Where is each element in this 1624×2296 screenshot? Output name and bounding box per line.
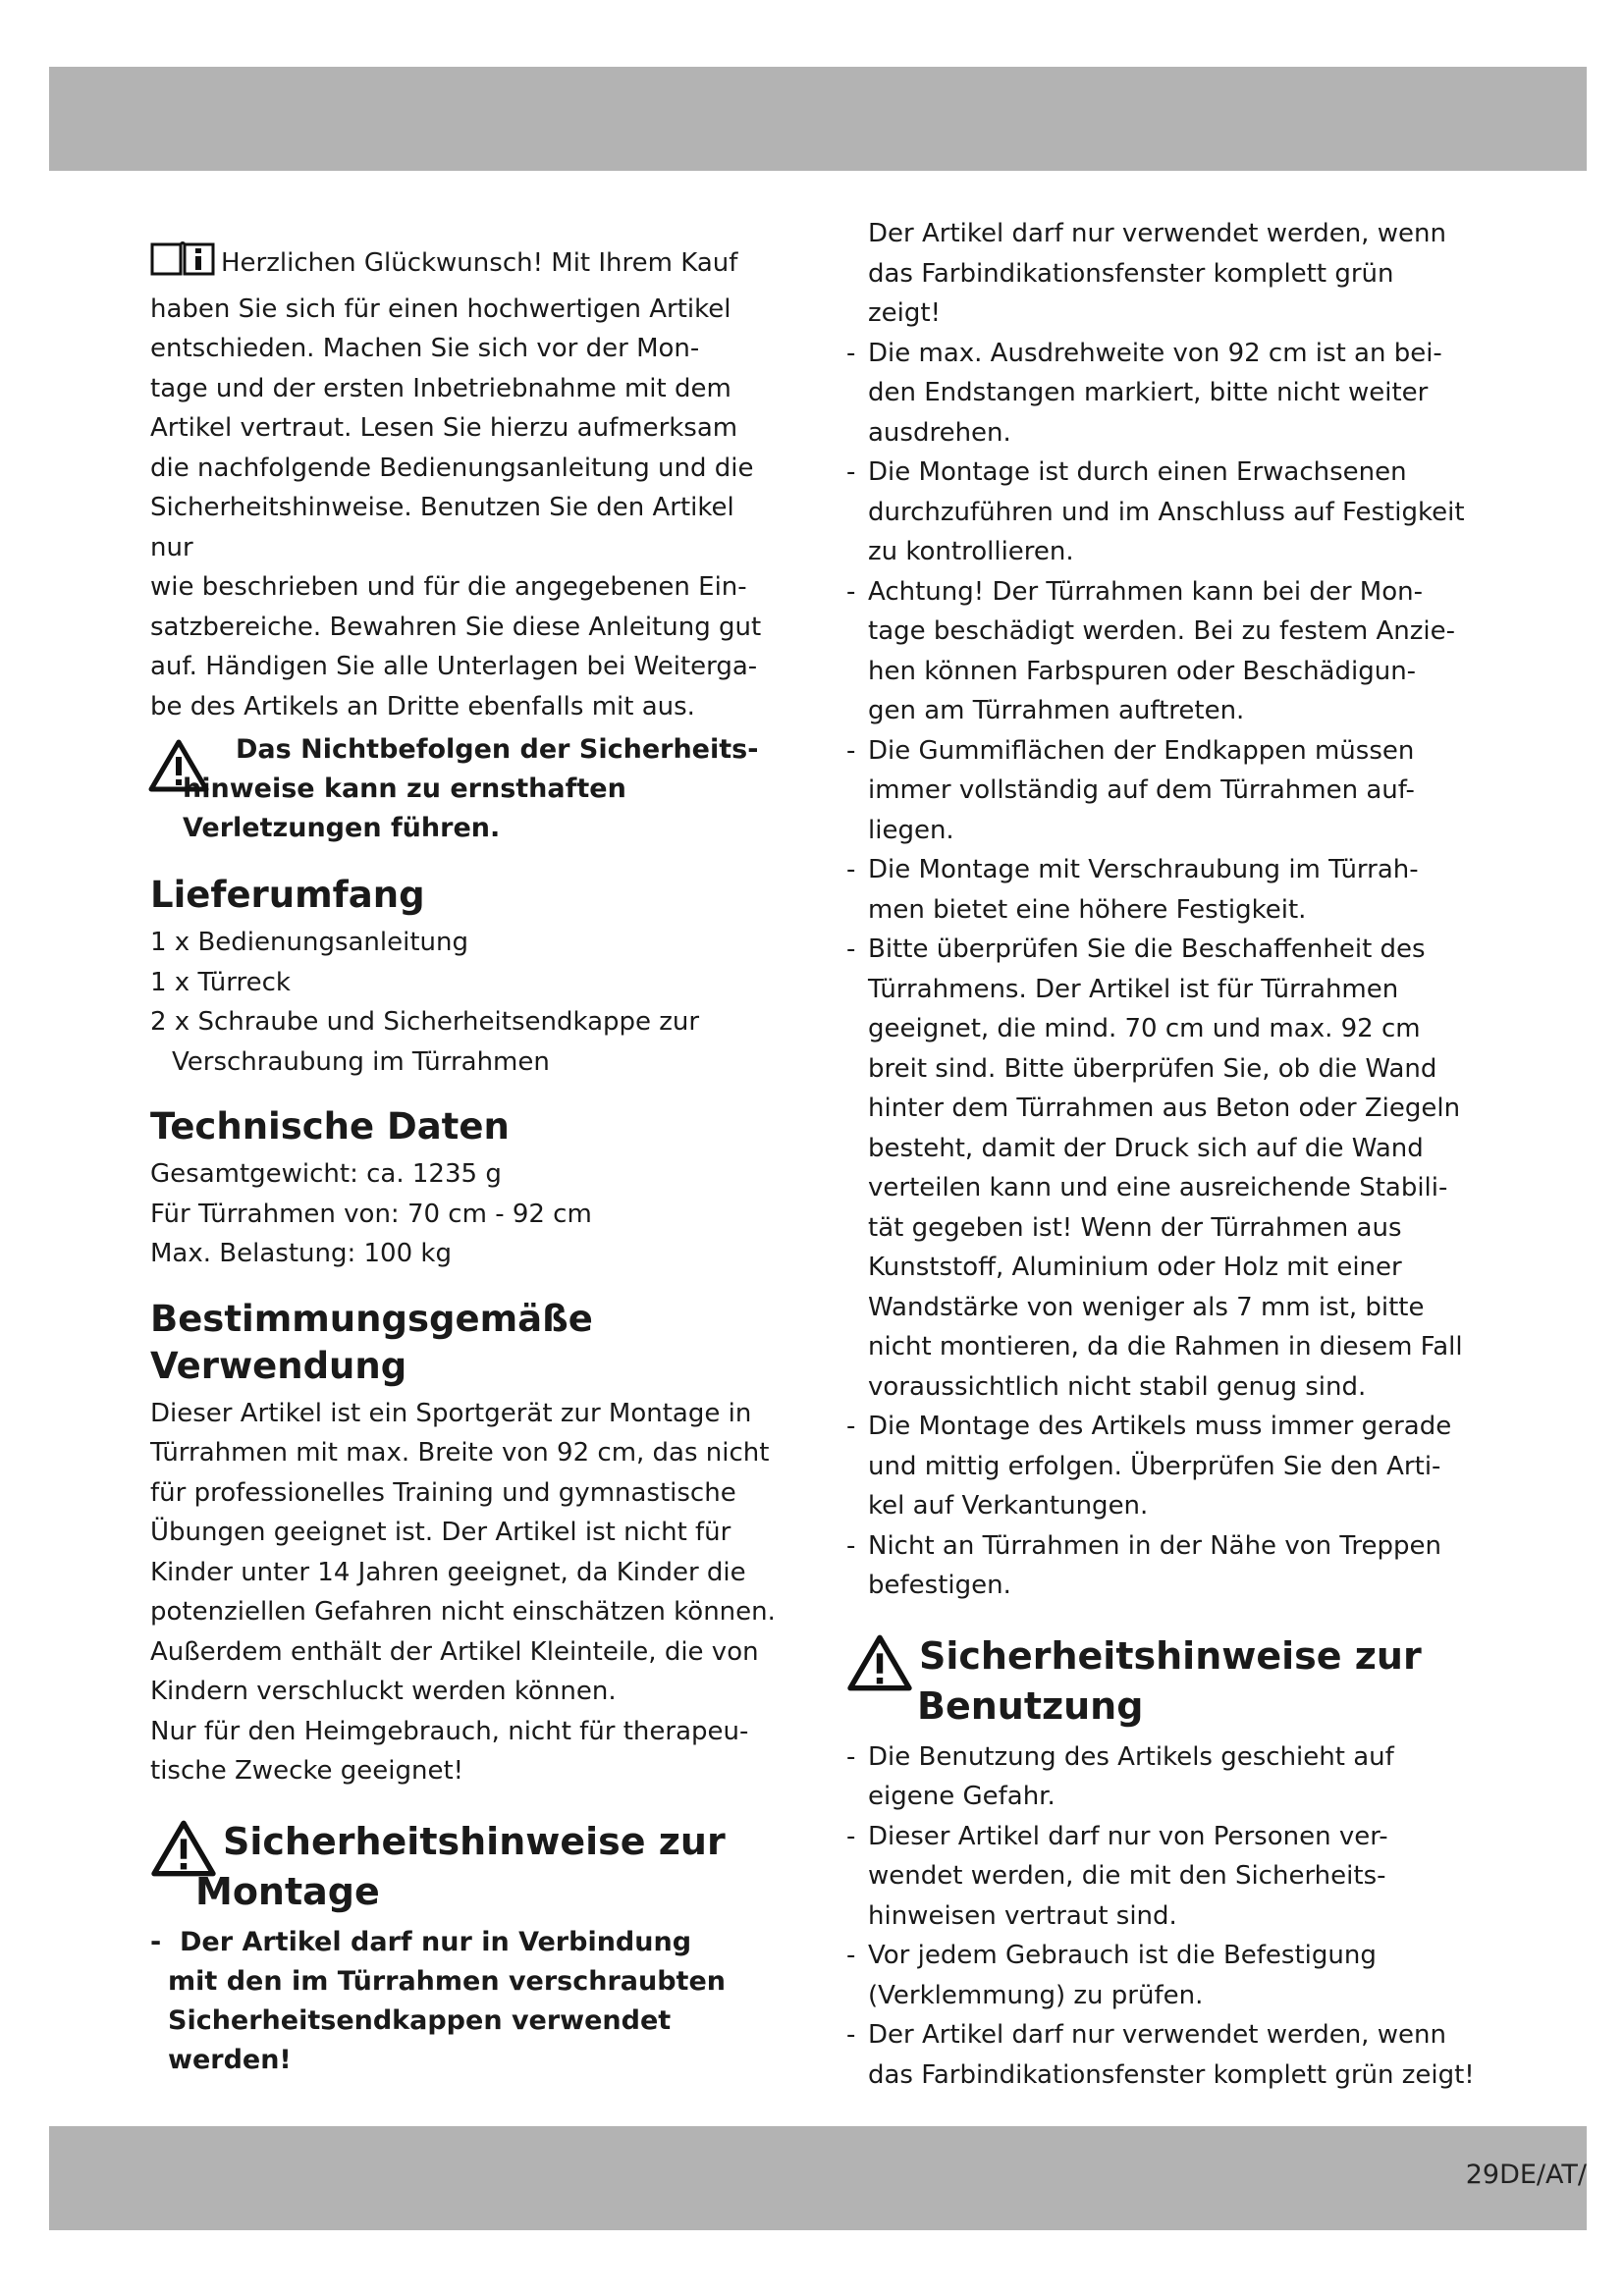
scope-heading: Lieferumfang (150, 874, 425, 916)
scope-list (150, 923, 779, 1082)
usage-safety-heading: Sicherheitshinweise zur Benutzung (846, 1631, 1475, 1732)
list-item: 2 x Schraube und Sicherheitsendkappe zur (150, 1007, 700, 1037)
intended-use-heading: Bestimmungsgemäße Verwendung (150, 1297, 593, 1387)
list-item: - Die Gummiflächen der Endkappen müssen immer vollständig auf dem Türrahmen auf- liegen. (846, 731, 1475, 851)
list-item: - Die Montage des Artikels muss immer gerade und mittig erfolgen. Überprüfen Sie den Arti- kel auf Verkantungen. (846, 1407, 1475, 1526)
usage-safety-list (846, 1737, 1475, 2096)
mounting-safety-list (846, 334, 1475, 1606)
list-item: - Die Benutzung des Artikels geschieht auf eigene Gefahr. (846, 1737, 1475, 1817)
list-item: Verschraubung im Türrahmen (172, 1046, 550, 1077)
list-item: 1 x Türreck (150, 967, 291, 997)
manual-info-icon (150, 240, 215, 290)
list-item: - Der Artikel darf nur verwendet werden, wenn das Farbindikationsfenster komplett grün zeigt! (846, 2015, 1475, 2095)
list-item: 1 x Bedienungsanleitung (150, 928, 469, 957)
intended-use-text: Dieser Artikel ist ein Sportgerät zur Montage in Türrahmen mit max. Breite von 92 cm, das nicht für professionelles Training und gymnastische Übungen geeignet ist. Der Artikel ist nicht für Kinder unter 14 Jahren geeignet, da Kinder die potenziellen Gefahren nicht einschätzen können. Außerdem enthält der Artikel Kleinteile, die von Kindern verschluckt werden können. Nur für den Heimgebrauch, nicht für therapeu- tische Zwecke geeignet! (150, 1398, 776, 1786)
list-item: - Die max. Ausdrehweite von 92 cm ist an bei- den Endstangen markiert, bitte nicht weiter ausdrehen. (846, 334, 1475, 454)
left-column (150, 240, 779, 2080)
list-item: - Bitte überprüfen Sie die Beschaffenheit des Türrahmens. Der Artikel ist für Türrahmen geeignet, die mind. 70 cm und max. 92 cm breit sind. Bitte überprüfen Sie, ob die Wand hinter dem Türrahmen aus Beton oder Ziegeln besteht, damit der Druck sich auf die Wand verteilen kann und eine ausreichende Stabili- tät gegeben ist! Wenn der Türrahmen aus Kunststoff, Aluminium oder Holz mit einer Wandstärke von weniger als 7 mm ist, bitte nicht montieren, da die Rahmen in diesem Fall voraussichtlich nicht stabil genug sind. (846, 930, 1475, 1407)
list-item: - Vor jedem Gebrauch ist die Befestigung (Verklemmung) zu prüfen. (846, 1936, 1475, 2015)
tech-heading: Technische Daten (150, 1105, 510, 1148)
list-item: - Nicht an Türrahmen in der Nähe von Treppen befestigen. (846, 1526, 1475, 1606)
page-number: 29DE/AT/ (1465, 2160, 1587, 2190)
tech-list: Gesamtgewicht: ca. 1235 g Für Türrahmen von: 70 cm - 92 cm Max. Belastung: 100 kg (150, 1159, 592, 1268)
list-item: - Achtung! Der Türrahmen kann bei der Mon- tage beschädigt werden. Bei zu festem Anzie- hen können Farbspuren oder Beschädigun- gen am Türrahmen auftreten. (846, 572, 1475, 731)
right-column (846, 214, 1475, 2095)
header-band (49, 67, 1587, 171)
warning-triangle-icon (846, 1633, 913, 1705)
list-item: - Dieser Artikel darf nur von Personen ver- wendet werden, die mit den Sicherheits- hinweisen vertraut sind. (846, 1817, 1475, 1937)
continued-text: Der Artikel darf nur verwendet werden, wenn das Farbindikationsfenster komplett grün zeigt! (868, 219, 1446, 328)
list-item: - Die Montage ist durch einen Erwachsenen durchzuführen und im Anschluss auf Festigkeit zu kontrollieren. (846, 453, 1475, 572)
warning-triangle-icon (148, 738, 209, 805)
footer-band (49, 2126, 1587, 2230)
mounting-safety-heading: Sicherheitshinweise zur Montage (150, 1817, 779, 1917)
intro-paragraph: Herzlichen Glückwunsch! Mit Ihrem Kauf haben Sie sich für einen hochwertigen Artikel entschieden. Machen Sie sich vor der Mon- tage und der ersten Inbetriebnahme mit dem Artikel vertraut. Lesen Sie hierzu aufmerksam die nachfolgende Bedienungsanleitung und die Sicherheitshinweise. Benutzen Sie den Artikel nur wie beschrieben und für die angegebenen Ein- satzbereiche. Bewahren Sie diese Anleitung gut auf. Händigen Sie alle Unterlagen bei Weiterga- be des Artikels an Dritte ebenfalls mit aus. (150, 240, 779, 726)
warning-triangle-icon (150, 1819, 217, 1891)
mounting-bold-item: - Der Artikel darf nur in Verbindung mit den im Türrahmen verschraubten Sicherheitsendkappen verwendet werden! (150, 1926, 727, 2075)
injury-warning: Das Nichtbefolgen der Sicherheits- hinweise kann zu ernsthaften Verletzungen führen. (150, 730, 779, 848)
list-item: - Die Montage mit Verschraubung im Türrah- men bietet eine höhere Festigkeit. (846, 850, 1475, 930)
